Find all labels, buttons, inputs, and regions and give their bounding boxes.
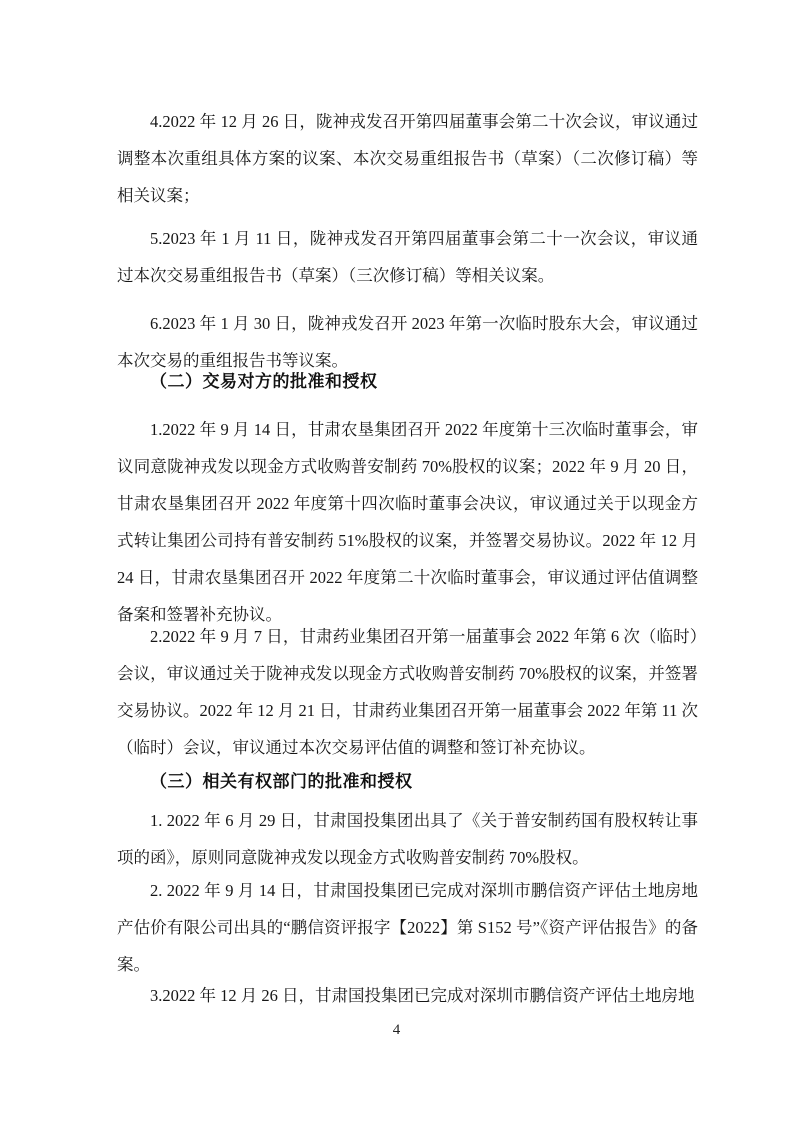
paragraph-appraisal-filing: 2. 2022 年 9 月 14 日，甘肃国投集团已完成对深圳市鹏信资产评估土地房地产估价有限公司出具的“鹏信资评报字【2022】第 S152 号”《资产评估报告》的备案。 — [117, 881, 698, 974]
paragraph-board-meeting-20: 4.2022 年 12 月 26 日，陇神戎发召开第四届董事会第二十次会议，审议通过调整本次重组具体方案的议案、本次交易重组报告书（草案）（二次修订稿）等相关议案； — [117, 112, 698, 205]
page-content — [117, 0, 698, 1122]
paragraph-pharma-group-approvals: 2.2022 年 9 月 7 日，甘肃药业集团召开第一届董事会 2022 年第 6 次（临时）会议，审议通过关于陇神戎发以现金方式收购普安制药 70%股权的议案，并签署交易协议。2022 年 12 月 21 日，甘肃药业集团召开第一届董事会 2022 年第 11 次（临时）会议，审议通过本次交易评估值的调整和签订补充协议。 — [117, 627, 699, 757]
paragraph-appraisal-filing-2: 3.2022 年 12 月 26 日，甘肃国投集团已完成对深圳市鹏信资产评估土地房地 — [150, 986, 695, 1005]
section-heading-counterparty-approval: （二）交易对方的批准和授权 — [150, 372, 378, 391]
section-heading-authority-approval: （三）相关有权部门的批准和授权 — [150, 772, 413, 791]
paragraph-shareholder-meeting: 6.2023 年 1 月 30 日，陇神戎发召开 2023 年第一次临时股东大会，审议通过本次交易的重组报告书等议案。 — [117, 314, 698, 370]
paragraph-guotou-letter: 1. 2022 年 6 月 29 日，甘肃国投集团出具了《关于普安制药国有股权转让事项的函》，原则同意陇神戎发以现金方式收购普安制药 70%股权。 — [117, 811, 698, 867]
paragraph-nongken-group-approvals: 1.2022 年 9 月 14 日，甘肃农垦集团召开 2022 年度第十三次临时董事会，审议同意陇神戎发以现金方式收购普安制药 70%股权的议案；2022 年 9 月 20 日，甘肃农垦集团召开 2022 年度第十四次临时董事会决议，审议通过关于以现金方式转让集团公司持有普安制药 51%股权的议案，并签署交易协议。2022 年 12 月 24 日，甘肃农垦集团召开 2022 年度第二十次临时董事会，审议通过评估值调整备案和签署补充协议。 — [117, 420, 698, 624]
page-number: 4 — [392, 1022, 401, 1038]
paragraph-board-meeting-21: 5.2023 年 1 月 11 日，陇神戎发召开第四届董事会第二十一次会议，审议通过本次交易重组报告书（草案）（三次修订稿）等相关议案。 — [117, 229, 698, 285]
